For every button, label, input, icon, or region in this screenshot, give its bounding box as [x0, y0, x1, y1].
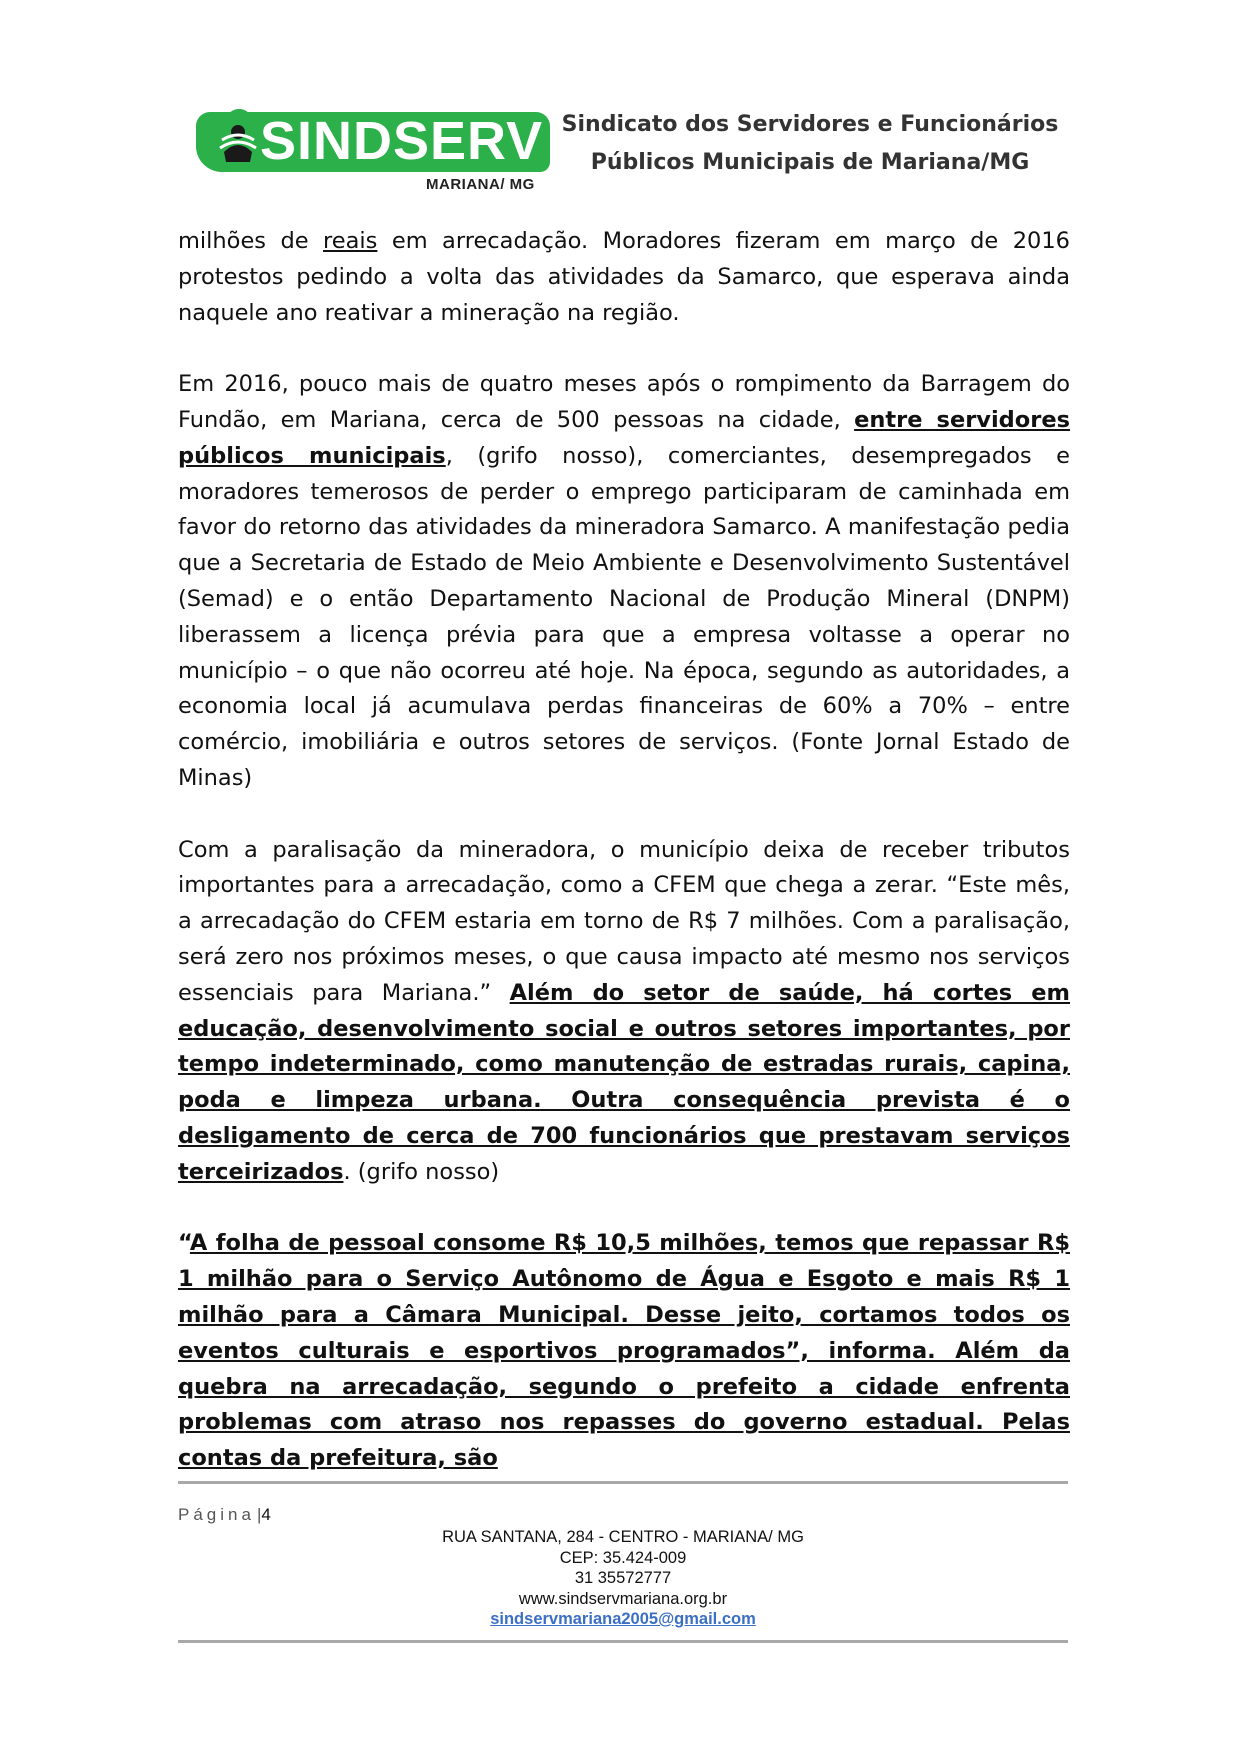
paragraph-3: Com a paralisação da mineradora, o município deixa de receber tributos importantes para a arrecadação, como a CFEM que chega a zerar. “Este mês, a arrecadação do CFEM estaria em torno de R$ 7 milhões. Com a paralisação, será zero nos próximos meses, o que causa impacto até mesmo nos serviços essenciais para Mariana.” Além do setor de saúde, há cortes em educação, desenvolvimento social e outros setores importantes, por tempo indeterminado, como manutenção de estradas rurais, capina, poda e limpeza urbana. Outra consequência prevista é o desligamento de cerca de 700 funcionários que prestavam serviços terceirizados. (grifo nosso) — [178, 836, 1070, 1185]
footer-top-rule — [178, 1481, 1068, 1484]
logo-location: MARIANA/ MG — [426, 176, 535, 193]
worker-figure-icon — [214, 104, 262, 170]
paragraph-4: “A folha de pessoal consome R$ 10,5 milhões, temos que repassar R$ 1 milhão para o Serviço Autônomo de Água e Esgoto e mais R$ 1 milhão para a Câmara Municipal. Desse jeito, cortamos todos os eventos culturais e esportivos programados”, informa. Além da quebra na arrecadação, segundo o prefeito a cidade enfrenta problemas com atraso nos repasses do governo estadual. Pelas contas da prefeitura, são — [178, 1230, 1070, 1472]
sindserv-logo — [196, 104, 550, 194]
paragraph-2: Em 2016, pouco mais de quatro meses após o rompimento da Barragem do Fundão, em Mariana, cerca de 500 pessoas na cidade, entre servidores públicos municipais, (grifo nosso), comerciantes, desempregados e moradores temerosos de perder o emprego participaram de caminhada em favor do retorno das atividades da mineradora Samarco. A manifestação pedia que a Secretaria de Estado de Meio Ambiente e Desenvolvimento Sustentável (Semad) e o então Departamento Nacional de Produção Mineral (DNPM) liberassem a licença prévia para que a empresa voltasse a operar no município – o que não ocorreu até hoje. Na época, segundo as autoridades, a economia local já acumulava perdas financeiras de 60% a 70% – entre comércio, imobiliária e outros setores de serviços. (Fonte Jornal Estado de Minas) — [178, 371, 1070, 791]
organization-name — [560, 106, 1060, 182]
page-header — [0, 0, 1241, 200]
page-indicator — [178, 1505, 271, 1525]
footer-address: RUA SANTANA, 284 - CENTRO - MARIANA/ MG — [442, 1528, 804, 1546]
document-body — [178, 224, 1070, 1513]
emphasis-servidores: entre servidores públicos municipais — [178, 406, 1070, 469]
page-separator: | — [256, 1505, 262, 1524]
page-number: 4 — [261, 1505, 271, 1524]
footer-email-link[interactable]: sindservmariana2005@gmail.com — [490, 1610, 756, 1628]
footer-phone: 31 35572777 — [574, 1569, 672, 1587]
paragraph-1: milhões de reais em arrecadação. Moradores fizeram em março de 2016 protestos pedindo a volta das atividades da Samarco, que esperava ainda naquele ano reativar a mineração na região. — [178, 228, 1070, 326]
logo-wordmark: SINDSERV — [260, 111, 544, 171]
footer-contact — [178, 1527, 1068, 1630]
footer-cep: CEP: 35.424-009 — [559, 1548, 687, 1567]
emphasis-folha: A folha de pessoal consome R$ 10,5 milhões, temos que repassar R$ 1 milhão para o Serviço Autônomo de Água e Esgoto e mais R$ 1 milhão para a Câmara Municipal. Desse jeito, cortamos todos os eventos culturais e esportivos programados”, informa. Além da quebra na arrecadação, segundo o prefeito a cidade enfrenta problemas com atraso nos repasses do governo estadual. Pelas contas da prefeitura, são — [178, 1230, 1070, 1472]
org-name-line-1: Sindicato dos Servidores e Funcionários — [561, 112, 1059, 137]
footer-bottom-rule — [178, 1640, 1068, 1643]
org-name-line-2: Públicos Municipais de Mariana/MG — [590, 150, 1030, 175]
page-label: Página — [178, 1505, 255, 1524]
emphasis-cortes: Além do setor de saúde, há cortes em educação, desenvolvimento social e outros setores importantes, por tempo indeterminado, como manutenção de estradas rurais, capina, poda e limpeza urbana. Outra consequência prevista é o desligamento de cerca de 700 funcionários que prestavam serviços terceirizados — [178, 979, 1070, 1185]
underlined-word: reais — [323, 228, 378, 254]
footer-website[interactable]: www.sindservmariana.org.br — [518, 1589, 728, 1608]
